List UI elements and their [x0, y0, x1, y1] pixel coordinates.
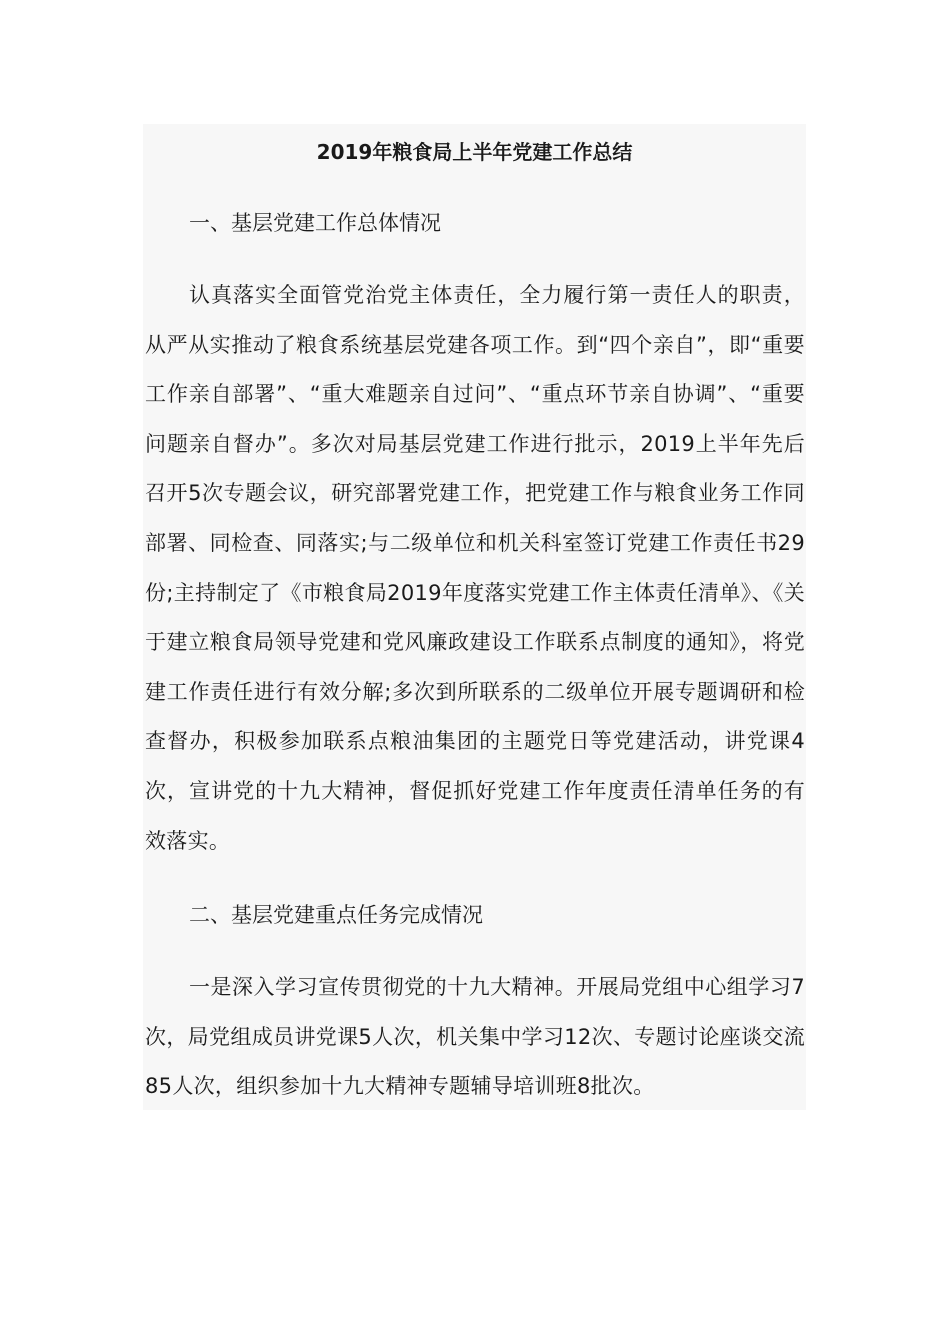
section-1-heading: 一、基层党建工作总体情况: [189, 211, 441, 235]
section-1-paragraph: 认真落实全面管党治党主体责任，全力履行第一责任人的职责，从严从实推动了粮食系统基层党建各项工作。到“四个亲自”，即“重要工作亲自部署”、“重大难题亲自过问”、“重点环节亲自协调”、“重要问题亲自督办”。多次对局基层党建工作进行批示，2019上半年先后召开5次专题会议，研究部署党建工作，把党建工作与粮食业务工作同部署、同检查、同落实;与二级单位和机关科室签订党建工作责任书29份;主持制定了《市粮食局2019年度落实党建工作主体责任清单》、《关于建立粮食局领导党建和党风廉政建设工作联系点制度的通知》，将党建工作责任进行有效分解;多次到所联系的二级单位开展专题调研和检查督办，积极参加联系点粮油集团的主题党日等党建活动，讲党课4次，宣讲党的十九大精神，督促抓好党建工作年度责任清单任务的有效落实。: [145, 283, 805, 853]
document-page: [143, 124, 806, 1110]
section-2-heading: 二、基层党建重点任务完成情况: [189, 903, 483, 927]
section-2-paragraph: 一是深入学习宣传贯彻党的十九大精神。开展局党组中心组学习7次，局党组成员讲党课5人次，机关集中学习12次、专题讨论座谈交流85人次，组织参加十九大精神专题辅导培训班8批次。: [145, 975, 805, 1099]
document-title: 2019年粮食局上半年党建工作总结: [316, 140, 633, 164]
